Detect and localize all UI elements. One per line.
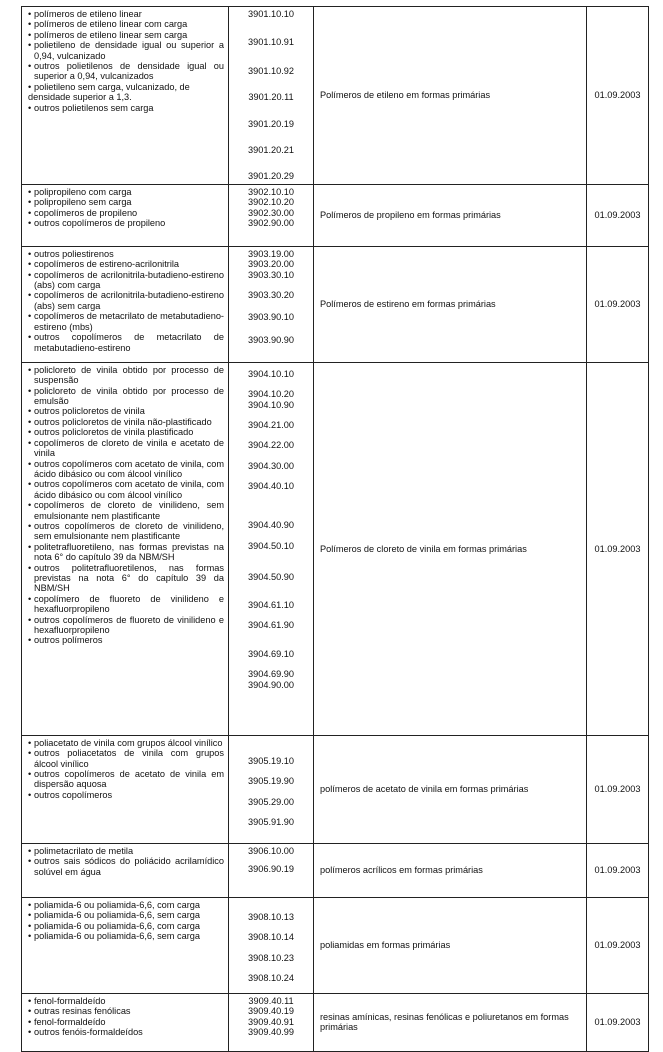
codes-cell xyxy=(229,993,314,1051)
ncm-code: 3904.69.90 xyxy=(248,669,294,680)
list-item: • policloreto de vinila obtido por processo de emulsão xyxy=(28,386,224,407)
ncm-code: 3904.90.00 xyxy=(248,679,294,690)
items-cell xyxy=(22,735,229,843)
list-item: • outros fenóis-formaldeídos xyxy=(28,1027,224,1037)
ncm-code: 3903.19.00 xyxy=(248,248,294,259)
ncm-code: 3901.10.92 xyxy=(248,65,294,76)
list-item: • polipropileno com carga xyxy=(28,187,224,197)
list-item: • polipropileno sem carga xyxy=(28,197,224,207)
list-item: • copolímeros de estireno-acrilonitrila xyxy=(28,259,224,269)
list-item: • outros policloretos de vinila não-plastificado xyxy=(28,417,224,427)
ncm-code: 3904.21.00 xyxy=(248,420,294,431)
list-item: • polimetacrilato de metila xyxy=(28,846,224,856)
list-item: • outros polietilenos de densidade igual ou superior a 0,94, vulcanizados xyxy=(28,61,224,82)
list-item: densidade superior a 1,3. xyxy=(28,92,132,103)
table-row xyxy=(22,735,649,843)
codes-cell xyxy=(229,362,314,735)
ncm-code: 3906.10.00 xyxy=(248,845,294,856)
list-item: • fenol-formaldeído xyxy=(28,996,224,1006)
items-cell xyxy=(22,843,229,897)
description-cell: polímeros de acetato de vinila em formas primárias xyxy=(314,735,587,843)
list-item: • outros copolímeros xyxy=(28,790,224,800)
list-item: • outros copolímeros de acetato de vinila em dispersão aquosa xyxy=(28,769,224,790)
description-cell: polímeros acrílicos em formas primárias xyxy=(314,843,587,897)
ncm-code: 3903.30.10 xyxy=(248,269,294,280)
list-item: • outros copolímeros de fluoreto de vinilideno e hexafluorpropileno xyxy=(28,615,224,636)
ncm-code: 3904.69.10 xyxy=(248,648,294,659)
table-row xyxy=(22,993,649,1051)
products-table-body xyxy=(22,7,649,1052)
description-cell: Polímeros de cloreto de vinila em formas primárias xyxy=(314,362,587,735)
ncm-code: 3902.10.20 xyxy=(248,197,294,208)
ncm-code: 3901.20.19 xyxy=(248,118,294,129)
list-item: • outros sais sódicos do poliácido acrilamídico solúvel em água xyxy=(28,856,224,877)
list-item: • outros politetrafluoretilenos, nas formas previstas na nota 6° do capítulo 39 da NBM/SH xyxy=(28,563,224,594)
codes-cell xyxy=(229,184,314,246)
ncm-code: 3905.19.90 xyxy=(248,776,294,787)
list-item: • polímeros de etileno linear com carga xyxy=(28,19,224,29)
ncm-code: 3904.10.20 xyxy=(248,389,294,400)
ncm-code: 3908.10.14 xyxy=(248,932,294,943)
list-item: • copolímeros de cloreto de vinila e acetato de vinila xyxy=(28,438,224,459)
description-cell: resinas amínicas, resinas fenólicas e poliuretanos em formas primárias xyxy=(314,993,587,1051)
ncm-code: 3904.61.90 xyxy=(248,620,294,631)
list-item: • polímeros de etileno linear sem carga xyxy=(28,30,224,40)
list-item: • poliamida-6 ou poliamida-6,6, com carga xyxy=(28,921,224,931)
ncm-code: 3908.10.23 xyxy=(248,952,294,963)
date-cell: 01.09.2003 xyxy=(587,843,649,897)
list-item: • outros polímeros xyxy=(28,635,224,645)
list-item: • copolímeros de acrilonitrila-butadieno-estireno (abs) com carga xyxy=(28,270,224,291)
list-item: • outros policloretos de vinila xyxy=(28,406,224,416)
table-row xyxy=(22,7,649,185)
table-row xyxy=(22,897,649,993)
description-cell: poliamidas em formas primárias xyxy=(314,897,587,993)
list-item: • outros copolímeros de propileno xyxy=(28,218,224,228)
list-item: • polímeros de etileno linear xyxy=(28,9,224,19)
ncm-code: 3901.10.10 xyxy=(248,9,294,19)
list-item: • poliamida-6 ou poliamida-6,6, com carga xyxy=(28,900,224,910)
list-item: • outros copolímeros com acetato de vinila, com ácido dibásico ou com álcool vinílico xyxy=(28,479,224,500)
date-cell: 01.09.2003 xyxy=(587,993,649,1051)
ncm-code: 3905.91.90 xyxy=(248,817,294,828)
items-cell xyxy=(22,7,229,185)
ncm-code: 3903.30.20 xyxy=(248,290,294,301)
table-row xyxy=(22,184,649,246)
ncm-code: 3904.10.10 xyxy=(248,368,294,379)
description-cell: Polímeros de estireno em formas primárias xyxy=(314,246,587,362)
ncm-code: 3903.20.00 xyxy=(248,259,294,270)
list-item: • copolímero de fluoreto de vinilideno e hexafluorpropileno xyxy=(28,594,224,615)
ncm-code: 3908.10.24 xyxy=(248,973,294,984)
list-item: • outras resinas fenólicas xyxy=(28,1006,224,1016)
list-item: • outros copolímeros de metacrilato de metabutadieno-estireno xyxy=(28,332,224,353)
ncm-code: 3909.40.99 xyxy=(248,1027,294,1038)
date-cell: 01.09.2003 xyxy=(587,897,649,993)
description-cell: Polímeros de etileno em formas primárias xyxy=(314,7,587,185)
table-row xyxy=(22,843,649,897)
ncm-code: 3904.22.00 xyxy=(248,440,294,451)
ncm-code: 3901.20.11 xyxy=(248,92,294,103)
ncm-code: 3902.90.00 xyxy=(248,218,294,229)
list-item: • poliamida-6 ou poliamida-6,6, sem carga xyxy=(28,931,224,941)
list-item: • outros copolímeros com acetato de vinila, com ácido dibásico ou com álcool vinílico xyxy=(28,459,224,480)
codes-cell xyxy=(229,246,314,362)
codes-cell xyxy=(229,843,314,897)
list-item: • copolímeros de metacrilato de metabutadieno-estireno (mbs) xyxy=(28,311,224,332)
items-cell xyxy=(22,362,229,735)
list-item: • polietileno sem carga, vulcanizado, de xyxy=(28,82,224,92)
list-item: • poliamida-6 ou poliamida-6,6, sem carga xyxy=(28,910,224,920)
list-item: • outros polietilenos sem carga xyxy=(28,103,224,113)
list-item: • outros poliestirenos xyxy=(28,249,224,259)
codes-cell xyxy=(229,7,314,185)
list-item: • outros policloretos de vinila plastificado xyxy=(28,427,224,437)
ncm-code: 3904.50.90 xyxy=(248,571,294,582)
items-cell xyxy=(22,184,229,246)
list-item: • policloreto de vinila obtido por processo de suspensão xyxy=(28,365,224,386)
items-cell xyxy=(22,897,229,993)
ncm-code: 3901.10.91 xyxy=(248,37,294,48)
list-item: • fenol-formaldeído xyxy=(28,1017,224,1027)
ncm-code: 3904.61.10 xyxy=(248,599,294,610)
ncm-code: 3904.40.90 xyxy=(248,519,294,530)
ncm-code: 3904.40.10 xyxy=(248,481,294,492)
ncm-code: 3903.90.90 xyxy=(248,334,294,345)
items-cell xyxy=(22,993,229,1051)
list-item: • politetrafluoretileno, nas formas previstas na nota 6° do capítulo 39 da NBM/SH xyxy=(28,542,224,563)
ncm-code: 3908.10.13 xyxy=(248,911,294,922)
date-cell: 01.09.2003 xyxy=(587,7,649,185)
codes-cell xyxy=(229,897,314,993)
ncm-code: 3909.40.19 xyxy=(248,1006,294,1017)
products-table xyxy=(21,6,649,1052)
list-item: • copolímeros de acrilonitrila-butadieno-estireno (abs) sem carga xyxy=(28,290,224,311)
ncm-code: 3902.10.10 xyxy=(248,186,294,197)
ncm-code: 3903.90.10 xyxy=(248,312,294,323)
table-row xyxy=(22,246,649,362)
ncm-code: 3906.90.19 xyxy=(248,864,294,875)
list-item: • polietileno de densidade igual ou superior a 0,94, vulcanizado xyxy=(28,40,224,61)
date-cell: 01.09.2003 xyxy=(587,246,649,362)
ncm-code: 3909.40.11 xyxy=(248,995,294,1006)
ncm-code: 3905.29.00 xyxy=(248,796,294,807)
table-row xyxy=(22,362,649,735)
ncm-code: 3904.10.90 xyxy=(248,399,294,410)
ncm-code: 3902.30.00 xyxy=(248,207,294,218)
list-item: • copolímeros de cloreto de vinilideno, sem emulsionante nem plastificante xyxy=(28,500,224,521)
ncm-code: 3904.30.00 xyxy=(248,460,294,471)
ncm-code: 3909.40.91 xyxy=(248,1016,294,1027)
list-item: • copolímeros de propileno xyxy=(28,208,224,218)
list-item: • outros poliacetatos de vinila com grupos álcool vinílico xyxy=(28,748,224,769)
ncm-code: 3905.19.10 xyxy=(248,755,294,766)
codes-cell xyxy=(229,735,314,843)
description-cell: Polímeros de propileno em formas primárias xyxy=(314,184,587,246)
ncm-code: 3904.50.10 xyxy=(248,541,294,552)
list-item: • outros copolímeros de cloreto de vinilideno, sem emulsionante nem plastificante xyxy=(28,521,224,542)
date-cell: 01.09.2003 xyxy=(587,735,649,843)
ncm-code: 3901.20.21 xyxy=(248,145,294,156)
list-item: • poliacetato de vinila com grupos álcool vinílico xyxy=(28,738,224,748)
items-cell xyxy=(22,246,229,362)
ncm-code: 3901.20.29 xyxy=(248,171,294,182)
date-cell: 01.09.2003 xyxy=(587,184,649,246)
date-cell: 01.09.2003 xyxy=(587,362,649,735)
